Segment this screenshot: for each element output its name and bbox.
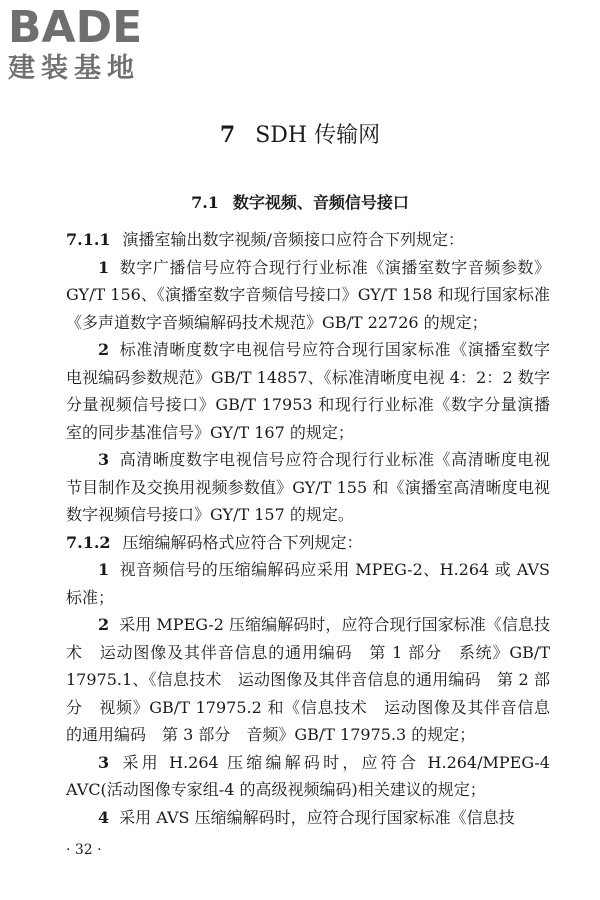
clause-number: 7.1.1 xyxy=(66,230,111,249)
item-text: 高清晰度数字电视信号应符合现行行业标准《高清晰度电视节目制作及交换用视频参数值》GY/T 155 和《演播室高清晰度电视数字视频信号接口》GY/T 157 的规定。 xyxy=(66,450,550,524)
chapter-title: SDH 传输网 xyxy=(255,123,381,148)
logo-brand: BADE xyxy=(8,2,143,53)
section-heading xyxy=(0,190,600,213)
section-number: 7.1 xyxy=(191,193,219,212)
document-body xyxy=(66,226,550,831)
item-text: 视音频信号的压缩编解码应采用 MPEG-2、H.264 或 AVS 标准； xyxy=(66,560,550,607)
chapter-number: 7 xyxy=(219,122,236,148)
item-paragraph xyxy=(66,254,550,337)
clause-text: 压缩编解码格式应符合下列规定： xyxy=(122,532,363,552)
item-text: 标准清晰度数字电视信号应符合现行国家标准《演播室数字电视编码参数规范》GB/T 14857、《标准清晰度电视 4：2：2 数字分量视频信号接口》GB/T 17953 和现行行业标准《数字分量演播室的同步基准信号》GY/T 167 的规定； xyxy=(66,340,550,442)
chapter-heading xyxy=(0,118,600,149)
clause-number: 7.1.2 xyxy=(66,532,111,552)
clause-text: 演播室输出数字视频/音频接口应符合下列规定： xyxy=(122,230,464,249)
clause-paragraph xyxy=(66,226,550,254)
item-text: 采用 AVS 压缩编解码时，应符合现行国家标准《信息技 xyxy=(119,807,515,827)
item-number: 2 xyxy=(98,615,110,634)
item-paragraph xyxy=(66,446,550,529)
item-paragraph xyxy=(66,611,550,749)
item-text: 采用 H.264 压缩编解码时，应符合 H.264/MPEG-4 AVC(活动图像专家组-4 的高级视频编码)相关建议的规定； xyxy=(66,752,550,799)
item-number: 1 xyxy=(98,560,110,579)
item-text: 采用 MPEG-2 压缩编解码时，应符合现行国家标准《信息技术 运动图像及其伴音信息的通用编码 第 1 部分 系统》GB/T 17975.1、《信息技术 运动图像及其伴音信息的通用编码 第 2 部分 视频》GB/T 17975.2 和《信息技术 运动图像及其伴音信息的通用编码 第 3 部分 音频》GB/T 17975.3 的规定； xyxy=(66,615,550,744)
item-number: 2 xyxy=(98,340,110,359)
item-number: 4 xyxy=(98,807,110,827)
item-paragraph xyxy=(66,556,550,611)
item-number: 3 xyxy=(98,752,110,772)
logo xyxy=(8,2,178,84)
item-paragraph xyxy=(66,804,550,832)
item-number: 1 xyxy=(98,257,110,277)
item-number: 3 xyxy=(98,450,110,469)
clause-paragraph xyxy=(66,529,550,557)
item-paragraph xyxy=(66,336,550,446)
logo-subtitle: 建装基地 xyxy=(8,53,140,84)
section-title: 数字视频、音频信号接口 xyxy=(232,193,409,212)
item-paragraph xyxy=(66,749,550,804)
page-number: · 32 · xyxy=(66,842,102,858)
item-text: 数字广播信号应符合现行行业标准《演播室数字音频参数》GY/T 156、《演播室数字音频信号接口》GY/T 158 和现行国家标准《多声道数字音频编解码技术规范》GB/T 22726 的规定； xyxy=(66,257,550,332)
